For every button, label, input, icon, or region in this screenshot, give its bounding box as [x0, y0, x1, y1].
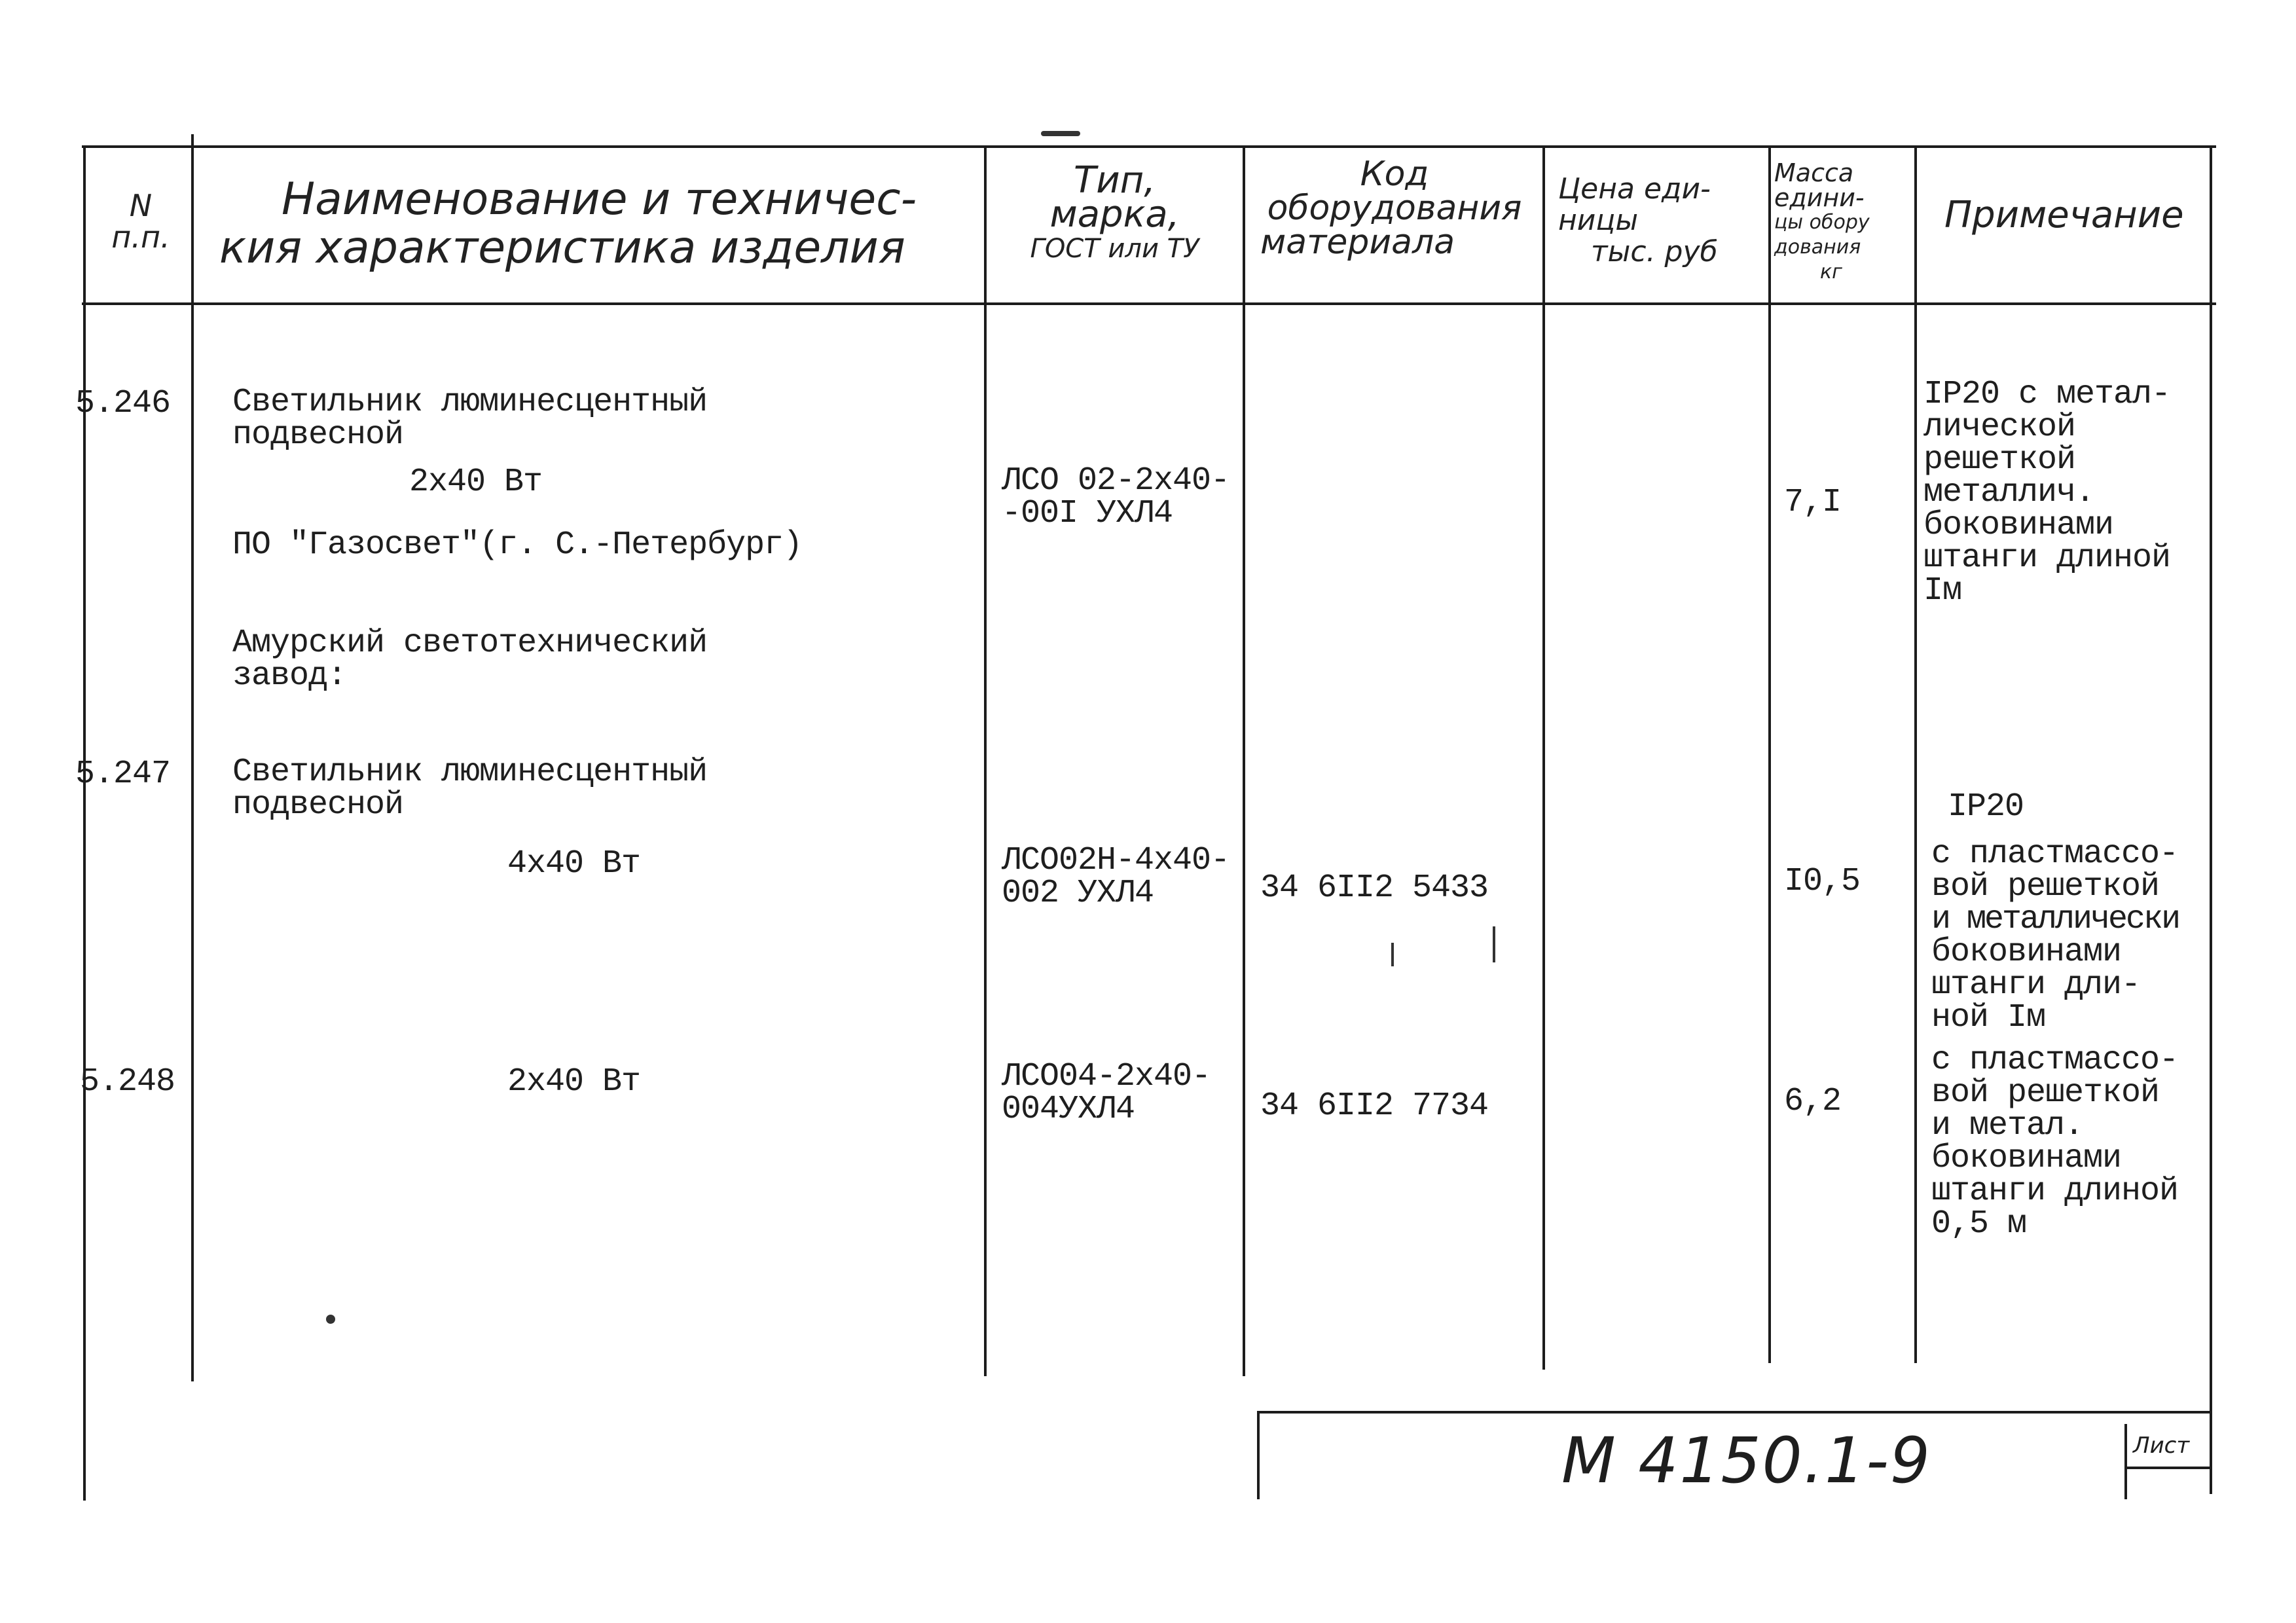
header-mass — [1774, 160, 1912, 285]
row-246-name-line2: подвесной — [232, 416, 404, 454]
row-248-type — [1002, 1058, 1211, 1128]
row-248-note-line1: с пластмассо- — [1931, 1042, 2179, 1079]
row-247-mass: I0,5 — [1784, 863, 1861, 900]
scan-speck — [1391, 943, 1394, 966]
row-246-type — [1002, 462, 1230, 532]
row-246-note-line2: лической — [1923, 409, 2076, 446]
header-name — [219, 175, 917, 272]
row-246-number: 5.246 — [75, 385, 171, 422]
column-line-8 — [2210, 145, 2212, 1494]
row-247-name-line2: подвесной — [232, 786, 404, 824]
row-246-note-line5: боковинами — [1923, 507, 2114, 544]
row-246-type-line2: -00I УХЛ4 — [1002, 495, 1173, 532]
row-246-note-line3: решеткой — [1923, 441, 2076, 479]
header-code-line3: материала — [1260, 223, 1455, 262]
row-248-type-line1: ЛСО04-2х40- — [1002, 1058, 1211, 1095]
row-247-note-line6: ной Iм — [1931, 999, 2046, 1036]
row-246-mass: 7,I — [1784, 484, 1842, 521]
row-247-note-line5: штанги дли- — [1931, 966, 2141, 1004]
row-248-power: 2х40 Вт — [507, 1063, 641, 1101]
column-line-3 — [984, 145, 987, 1376]
table-top-border — [82, 145, 2216, 148]
row-248-note-line3: и метал. — [1931, 1107, 2084, 1144]
scan-speck — [326, 1315, 335, 1324]
row-248-note-line2: вой решеткой — [1931, 1074, 2160, 1112]
row-247-code: 34 6II2 5433 — [1260, 869, 1489, 907]
header-type-line1: Тип, — [1073, 159, 1156, 202]
header-number — [98, 190, 183, 253]
header-mass-line2: едини- — [1774, 183, 1865, 212]
row-246-type-line1: ЛСО 02-2х40- — [1002, 462, 1230, 500]
header-note: Примечание — [1944, 194, 2184, 236]
header-code-line1: Код — [1360, 155, 1429, 194]
row-247-name — [232, 756, 707, 822]
row-246-name-line1: Светильник люминесцентный — [232, 384, 708, 421]
document-number: М 4150.1-9 — [1561, 1424, 1931, 1497]
row-247-note-ip: IP20 — [1948, 788, 2024, 826]
column-line-7 — [1914, 145, 1917, 1363]
row-247-number: 5.247 — [75, 756, 171, 793]
row-246-maker2 — [232, 627, 707, 693]
row-248-code: 34 6II2 7734 — [1260, 1087, 1489, 1125]
stamp-top-border — [1257, 1411, 2210, 1413]
scan-speck — [1493, 926, 1495, 962]
header-mass-line3: цы обору — [1774, 211, 1870, 234]
row-248-note-line5: штанги длиной — [1931, 1173, 2179, 1210]
column-line-5 — [1542, 145, 1545, 1370]
row-247-note-line4: боковинами — [1931, 934, 2122, 971]
stamp-left-border — [1257, 1411, 1260, 1499]
row-248-type-line2: 004УХЛ4 — [1002, 1091, 1135, 1128]
header-number-line1: N — [129, 188, 153, 223]
row-247-note-line2: вой решеткой — [1931, 868, 2160, 905]
column-line-4 — [1243, 145, 1245, 1376]
row-246-note — [1923, 378, 2170, 608]
header-price — [1558, 173, 1761, 268]
row-247-note — [1931, 835, 2179, 1036]
row-248-note-line4: боковинами — [1931, 1140, 2122, 1177]
row-246-maker2-line2: завод: — [232, 657, 347, 695]
header-number-line2: п.п. — [111, 219, 170, 255]
scan-speck — [1041, 131, 1080, 136]
row-246-power: 2х40 Вт — [409, 464, 543, 501]
header-mass-line4: дования — [1774, 236, 1861, 259]
row-248-note-line6: 0,5 м — [1931, 1205, 2027, 1243]
header-bottom-border — [82, 302, 2216, 305]
header-name-line2: кия характеристика изделия — [219, 222, 905, 274]
row-247-note-line3: и металлически — [1931, 901, 2179, 938]
row-246-maker: ПО "Газосвет"(г. С.-Петербург) — [232, 526, 803, 564]
header-type-line2: марка, — [1049, 193, 1180, 236]
header-price-line1: Цена еди- — [1558, 172, 1711, 206]
row-246-note-line6: штанги длиной — [1923, 539, 2171, 577]
row-247-type — [1002, 842, 1230, 912]
sheet-label: Лист — [2133, 1432, 2190, 1459]
header-code-line2: оборудования — [1267, 189, 1522, 228]
row-246-maker2-line1: Амурский светотехнический — [232, 625, 708, 662]
row-246-name — [232, 386, 707, 452]
column-line-1 — [83, 145, 86, 1501]
header-mass-line5: кг — [1820, 261, 1842, 283]
row-248-note — [1931, 1044, 2178, 1241]
row-246-note-line1: IP20 с метал- — [1923, 376, 2171, 413]
row-247-note-line1: с пластмассо- — [1931, 835, 2179, 873]
stamp-sheet-line — [2124, 1467, 2210, 1469]
row-247-name-line1: Светильник люминесцентный — [232, 754, 708, 791]
header-type — [992, 159, 1237, 266]
header-code — [1247, 155, 1542, 262]
row-246-note-line4: металлич. — [1923, 474, 2095, 511]
header-price-line3: тыс. руб — [1591, 235, 1718, 268]
header-price-line2: ницы — [1558, 204, 1639, 237]
header-mass-line1: Масса — [1774, 158, 1854, 187]
column-line-2 — [191, 134, 194, 1381]
header-type-line3: ГОСТ или ТУ — [1030, 234, 1199, 264]
row-248-number: 5.248 — [80, 1063, 175, 1101]
column-line-6 — [1768, 145, 1771, 1363]
row-246-note-line7: Iм — [1923, 572, 1962, 610]
stamp-sheet-divider — [2124, 1424, 2127, 1499]
row-247-power: 4х40 Вт — [507, 845, 641, 883]
row-248-mass: 6,2 — [1784, 1083, 1842, 1120]
row-247-type-line1: ЛСО02Н-4х40- — [1002, 842, 1230, 879]
row-247-type-line2: 002 УХЛ4 — [1002, 875, 1154, 912]
header-name-line1: Наименование и техничес- — [282, 173, 917, 225]
